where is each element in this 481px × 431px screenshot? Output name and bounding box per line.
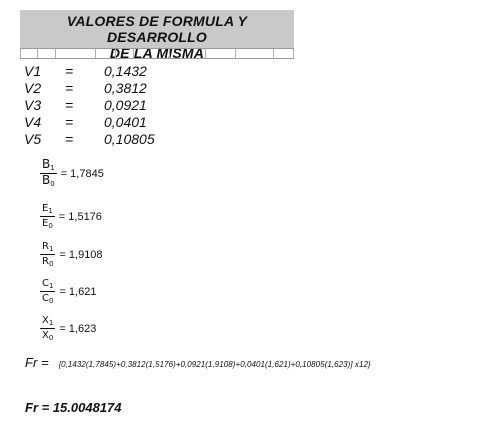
fraction-numerator: $X_1$ (42, 315, 54, 327)
fraction-numerator: $C_1$ (42, 278, 54, 290)
variable-name: V5 (24, 131, 42, 147)
equals-sign: = (65, 80, 74, 96)
ratio-b (40, 158, 104, 189)
table-cell (236, 49, 274, 58)
fraction-numerator: $R_1$ (42, 241, 54, 253)
ratio-c (40, 277, 96, 306)
table-cell (206, 49, 236, 58)
ratio-value: = 1,623 (59, 322, 97, 335)
fraction (40, 202, 55, 231)
formula-result: Fr = 15.0048174 (25, 400, 122, 415)
variable-name: V3 (24, 97, 42, 113)
formula-equals: = (41, 355, 49, 370)
equals-sign: = (65, 97, 74, 113)
equals-sign: = (65, 131, 74, 147)
fraction-denominator: $C_0$ (42, 293, 54, 305)
table-cell (38, 49, 56, 58)
ratio-value: = 1,5176 (58, 210, 102, 223)
ratio-r (40, 240, 103, 269)
table-cell (56, 49, 96, 58)
variable-value: 0,1432 (104, 63, 147, 79)
variable-value: 0,0401 (104, 114, 147, 130)
ratio-x (40, 314, 96, 343)
fraction-denominator: B0 (42, 173, 55, 188)
table-cell (170, 49, 206, 58)
header-title-line-1: VALORES DE FORMULA Y DESARROLLO (66, 13, 248, 45)
table-cell (96, 49, 116, 58)
fraction-numerator: $E_1$ (42, 203, 53, 215)
variable-name: V4 (24, 114, 42, 130)
formula-label: Fr (25, 355, 38, 370)
formula-line (25, 355, 371, 370)
equals-sign: = (65, 114, 74, 130)
fraction-denominator: $R_0$ (42, 256, 54, 268)
variable-name: V1 (24, 63, 42, 79)
ratio-e (40, 202, 102, 231)
fraction-numerator: B1 (42, 157, 55, 172)
table-cell (116, 49, 134, 58)
fraction-denominator: $E_0$ (42, 218, 53, 230)
variable-value: 0,10805 (104, 131, 155, 147)
ratio-value: = 1,7845 (60, 167, 104, 180)
fraction-denominator: $X_0$ (42, 330, 54, 342)
variable-value: 0,0921 (104, 97, 147, 113)
table-cell (274, 49, 294, 58)
header-title-line-2: DE LA MISMA (109, 45, 205, 61)
ratio-value: = 1,621 (59, 285, 97, 298)
ratio-value: = 1,9108 (59, 248, 103, 261)
fraction (40, 277, 55, 306)
variable-name: V2 (24, 80, 42, 96)
fraction (40, 314, 55, 343)
fraction (40, 158, 57, 189)
fraction (40, 240, 55, 269)
empty-table-row (20, 48, 294, 59)
formula-expression: [0,1432(1,7845)+0,3812(1,5176)+0,0921(1,9108)+0,0401(1,621)+0,10805(1,623)] x12} (58, 360, 371, 369)
table-cell (134, 49, 170, 58)
table-cell (20, 49, 38, 58)
variable-value: 0,3812 (104, 80, 147, 96)
table-header (20, 10, 294, 61)
equals-sign: = (65, 63, 74, 79)
